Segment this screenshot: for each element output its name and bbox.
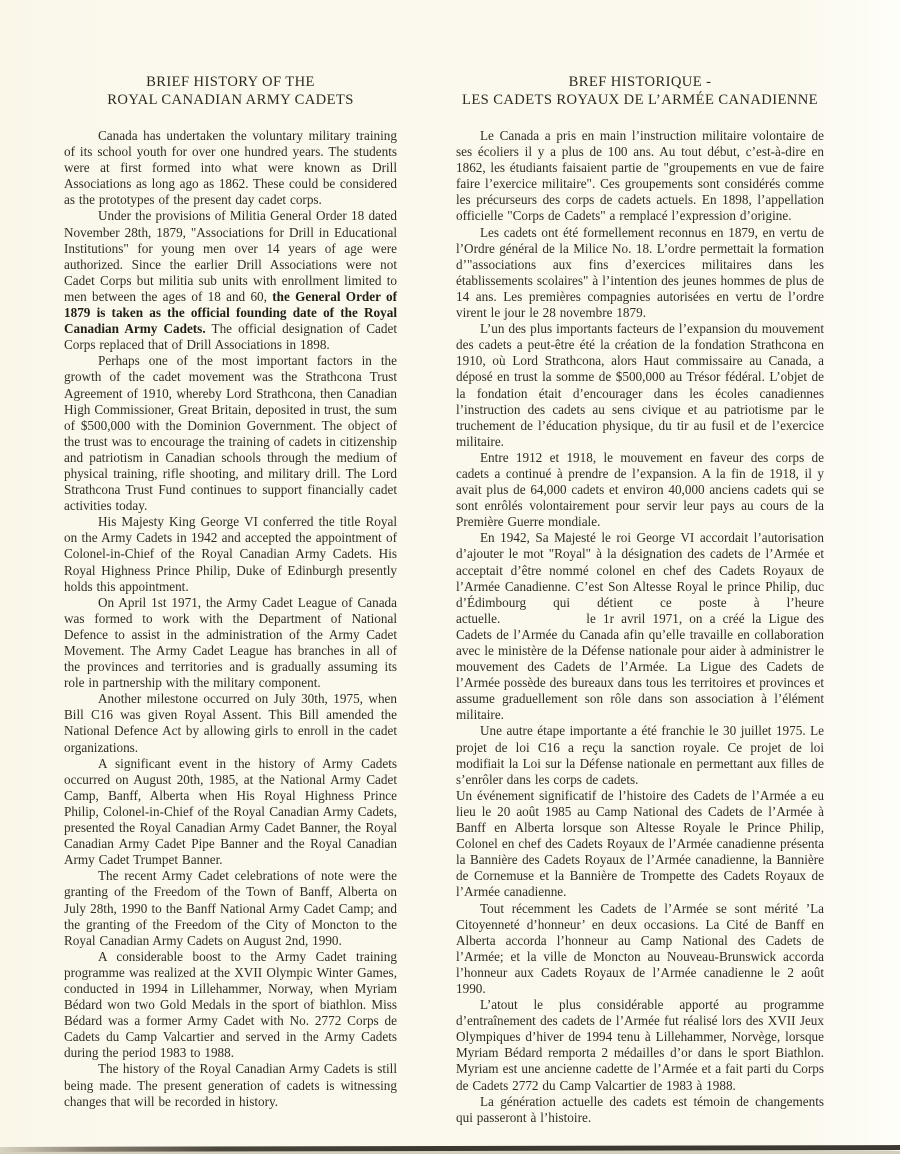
paragraph: A considerable boost to the Army Cadet training programme was realized at the XVII Olympic Winter Games, conducted in 1994 in Lillehammer, Norway, when Myriam Bédard won two Gold Medals in the sport of biathlon. Miss Bédard was a former Army Cadet with No. 2772 Corps de Cadets du Camp Valcartier and served in the Army Cadets during the period 1983 to 1988. — [64, 948, 397, 1061]
paragraph: Les cadets ont été formellement reconnus en 1879, en vertu de l’Ordre général de la Milice No. 18. L’ordre permettait la formation d’"associations aux fins d’exercices militaires dans les établissements scolaires" à l’intention des jeunes hommes de plus de 14 ans. Les premières compagnies autorisées en vertu de l’ordre virent le jour le 28 novembre 1879. — [456, 224, 824, 321]
paragraph: Under the provisions of Militia General Order 18 dated November 28th, 1879, "Associations for Drill in Educational Institutions" for young men over 14 years of age were authorized. Since the earlier Drill Associations were not Cadet Corps but militia sub units with enrollment limited to men between the ages of 18 and 60, the General Order of 1879 is taken as the official founding date of the Royal Canadian Army Cadets. The official designation of Cadet Corps replaced that of Drill Associations in 1898. — [64, 208, 398, 353]
paragraph: The history of the Royal Canadian Army Cadets is still being made. The present generation of cadets is witnessing changes that will be recorded in history. — [64, 1061, 397, 1109]
scan-edge-shadow — [0, 1145, 900, 1154]
paragraph: Another milestone occurred on July 30th, 1975, when Bill C16 was given Royal Assent. This Bill amended the National Defence Act by allowing girls to enroll in the cadet organizations. — [64, 691, 397, 755]
paragraph: L’atout le plus considérable apporté au programme d’entraînement des cadets de l’Armée fut réalisé lors des XVII Jeux Olympiques d’hiver de 1994 tenu à Lillehammer, Norvège, lorsque Myriam Bédard remporta 2 médailles d’or dans le sport Biathlon. Myriam est une ancienne cadette de l’Armée et a fait parti du Corps de Cadets 2772 du Camp Valcartier de 1983 à 1988. — [456, 997, 824, 1093]
english-title — [64, 74, 397, 109]
french-title — [456, 74, 824, 109]
paragraph: Le Canada a pris en main l’instruction militaire volontaire de ses écoliers il y a plus de 100 ans. Au tout début, c’est-à-dire en 1862, les étudiants faisaient partie de "groupements en vue de faire faire l’exercice militaire". Ces groupements sont considérés comme les précurseurs des corps de cadets actuels. En 1898, l’appellation officielle "Corps de Cadets" a remplacé l’expression d’origine. — [456, 128, 824, 224]
paragraph: On April 1st 1971, the Army Cadet League of Canada was formed to work with the Department of National Defence to assist in the administration of the Army Cadet Movement. The Army Cadet League has branches in all of the provinces and territories and is gradually assuming its role in partnership with the military component. — [64, 594, 397, 691]
english-body — [64, 128, 397, 1110]
french-title-line1: BREF HISTORIQUE - — [568, 74, 712, 90]
english-title-line2: ROYAL CANADIAN ARMY CADETS — [107, 91, 354, 108]
paragraph: Canada has undertaken the voluntary military training of its school youth for over one hundred years. The students were at first formed into what were known as Drill Associations as long ago as 1862. These could be considered as the prototypes of the present day cadet corps. — [64, 128, 397, 208]
english-title-line1: BRIEF HISTORY OF THE — [146, 74, 315, 90]
french-body — [456, 128, 824, 1126]
paragraph: En 1942, Sa Majesté le roi George VI accordait l’autorisation d’ajouter le mot "Royal" à la désignation des cadets de l’Armée et acceptait d’être nommé colonel en chef des Cadets Royaux de l’Armée Canadienne. C’est Son Altesse Royal le prince Philip, duc d’Édimbourg qui détient ce poste à l’heure actuelle. le 1r avril 1971, on a créé la Ligue des Cadets de l’Armée du Canada afin qu’elle travaille en collaboration avec le ministère de la Défense nationale pour aider à administrer le mouvement des Cadets de l’Armée. La Ligue des Cadets de l’Armée possède des bureaux dans tous les territoires et provinces et assume graduellement son rôle dans son association à l’élément militaire. — [456, 530, 824, 723]
paragraph: A significant event in the history of Army Cadets occurred on August 20th, 1985, at the National Army Cadet Camp, Banff, Alberta when His Royal Highness Prince Philip, Colonel-in-Chief of the Royal Canadian Army Cadets, presented the Royal Canadian Army Cadet Banner, the Royal Canadian Army Cadet Pipe Banner and the Royal Canadian Army Cadet Trumpet Banner. — [64, 755, 397, 868]
paragraph: Une autre étape importante a été franchie le 30 juillet 1975. Le projet de loi C16 a reçu la sanction royale. Ce projet de loi modifiait la Loi sur la Défense nationale en permettant aux filles de s’enrôler dans les corps de cadets. — [456, 723, 824, 787]
french-column — [456, 74, 824, 1126]
paragraph: La génération actuelle des cadets est témoin de changements qui passeront à l’histoire. — [456, 1093, 824, 1125]
paragraph: Tout récemment les Cadets de l’Armée se sont mérité ’La Citoyenneté d’honneur’ en deux occasions. La Cité de Banff en Alberta accorda l’honneur au Camp National des Cadets de l’Armée; et la ville de Moncton au Nouveau-Brunswick accorda l’honneur aux Cadets Royaux de l’Armée canadienne le 2 août 1990. — [456, 900, 824, 996]
paragraph: His Majesty King George VI conferred the title Royal on the Army Cadets in 1942 and accepted the appointment of Colonel-in-Chief of the Royal Canadian Army Cadets. His Royal Highness Prince Philip, Duke of Edinburgh presently holds this appointment. — [64, 514, 397, 594]
paragraph: L’un des plus importants facteurs de l’expansion du mouvement des cadets a peut-être été la création de la fondation Strathcona en 1910, où Lord Strathcona, alors Haut commissaire au Canada, a déposé en trust la somme de $500,000 au Trésor fédéral. L’objet de la fondation était d’encourager dans les écoles canadiennes l’instruction des cadets au sens civique et au patriotisme par le truchement de l’éducation physique, du tir au fusil et de l’exercice militaire. — [456, 321, 824, 449]
english-column — [64, 74, 397, 1110]
french-title-line2: LES CADETS ROYAUX DE L’ARMÉE CANADIENNE — [462, 91, 818, 108]
paragraph: The recent Army Cadet celebrations of note were the granting of the Freedom of the Town of Banff, Alberta on July 28th, 1990 to the Banff National Army Cadet Camp; and the granting of the Freedom of the City of Moncton to the Royal Canadian Army Cadets on August 2nd, 1990. — [64, 868, 397, 948]
paragraph: Entre 1912 et 1918, le mouvement en faveur des corps de cadets a continué à prendre de l’expansion. A la fin de 1918, il y avait plus de 64,000 cadets et environ 40,000 anciens cadets qui se sont enrôlés volontairement pour servir leur pays au cours de la Première Guerre mondiale. — [456, 449, 824, 530]
paragraph: Un événement significatif de l’histoire des Cadets de l’Armée a eu lieu le 20 août 1985 au Camp National des Cadets de l’Armée à Banff en Alberta lorsque son Altesse Royale le Prince Philip, Colonel en chef des Cadets Royaux de l’Armée canadienne présenta la Bannière des Cadets Royaux de l’Armée canadienne, la Bannière de Cornemuse et la Bannière de Trompette des Cadets Royaux de l’Armée canadienne. — [456, 787, 824, 900]
paragraph: Perhaps one of the most important factors in the growth of the cadet movement was the Strathcona Trust Agreement of 1910, whereby Lord Strathcona, then Canadian High Commissioner, Great Britain, deposited in trust, the sum of $500,000 with the Dominion Government. The object of the trust was to encourage the training of cadets in citizenship and patriotism in Canadian schools through the medium of physical training, rifle shooting, and military drill. The Lord Strathcona Trust Fund continues to support financially cadet activities today. — [64, 353, 397, 514]
